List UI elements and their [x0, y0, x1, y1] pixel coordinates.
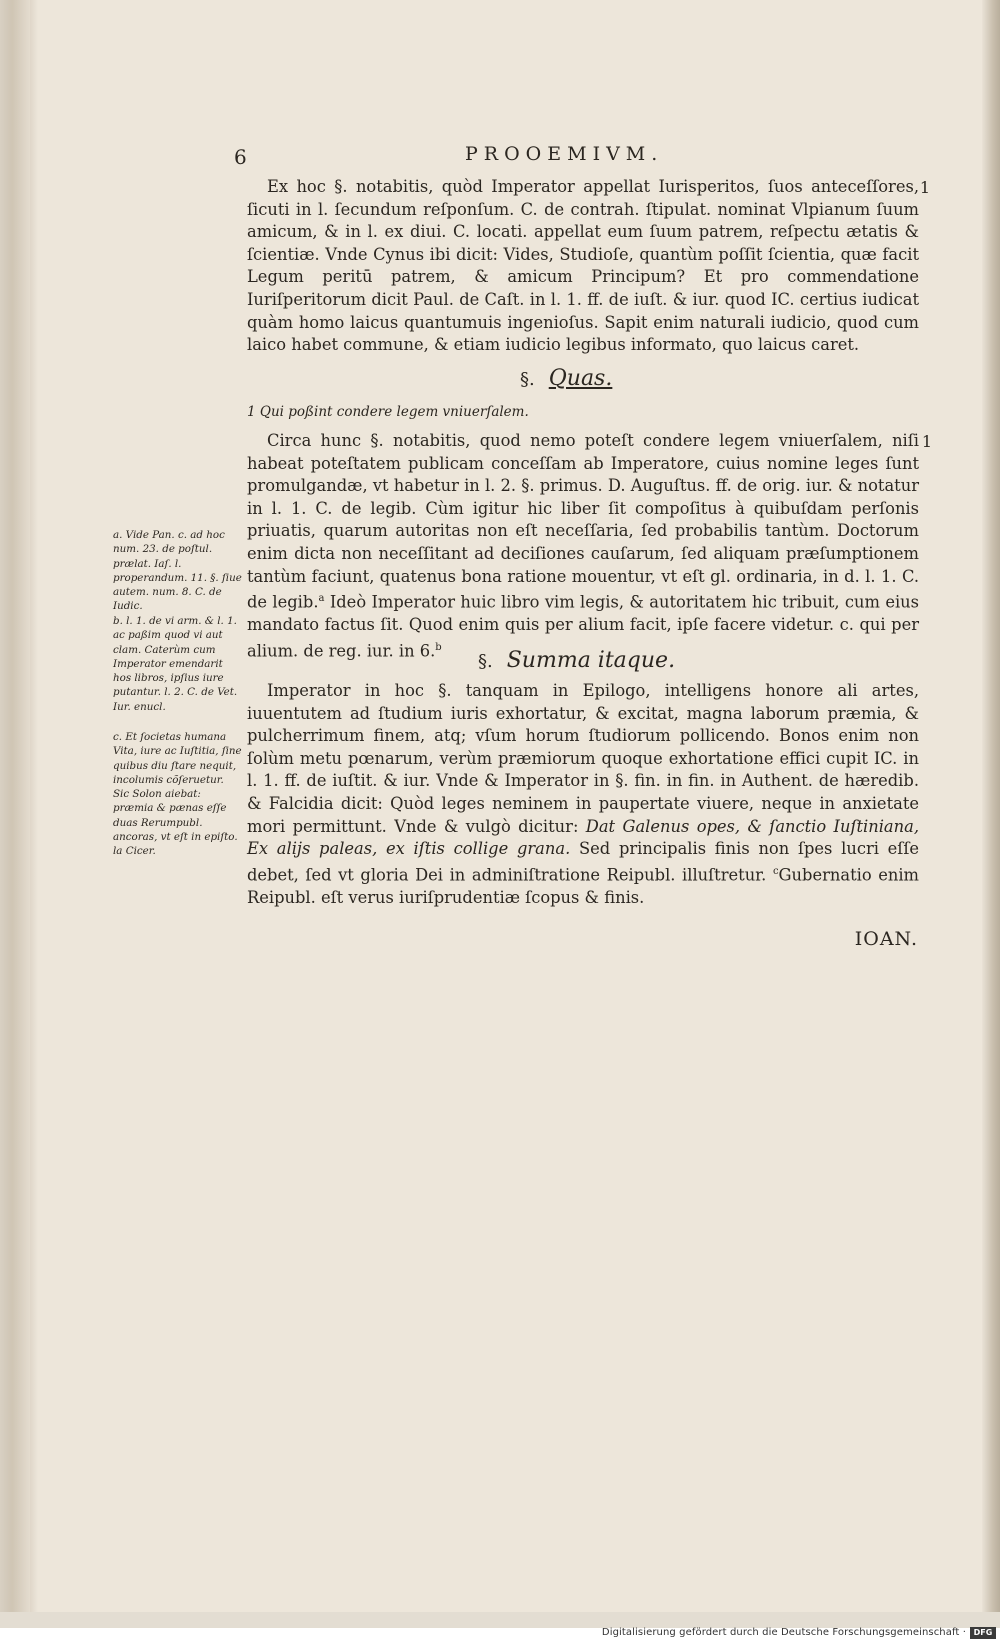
heading-text: Summa itaque.: [506, 648, 676, 673]
verse-quote: Dat Galenus opes, & ſanctio Iuſtiniana, Ex alijs paleas, ex iſtis collige grana.: [247, 816, 919, 859]
margin-number-1: 1: [919, 178, 930, 197]
section-sign: §.: [478, 651, 493, 672]
section-heading-summa: [478, 648, 675, 673]
gutter-shadow: [30, 0, 38, 1612]
paragraph-3-text: [247, 680, 919, 909]
paragraph-2: [247, 430, 919, 663]
paragraph-2-rest: Ideò Imperator huic libro vim legis, & autoritatem hic tribuit, cum eius mandato factus ſit. Quod enim quis per alium facit, ipſe facere videtur. c. qui per alium. de reg. iur. in 6.: [247, 592, 919, 661]
section-heading-quas: [520, 366, 612, 391]
side-note-a: a. Vide Pan. c. ad hoc num. 23. de poſtul. prælat. Iaſ. l. properandum. 11. §. ſiue autem. num. 8. C. de Iudic.: [113, 529, 242, 613]
paragraph-1: [247, 176, 919, 357]
margin-number-2: 1: [921, 432, 932, 451]
footnote-ref-c: c: [772, 865, 779, 877]
page-number: 6: [234, 145, 247, 169]
dfg-logo: DFG: [970, 1627, 996, 1639]
section-sign: §.: [520, 369, 535, 390]
footnote-ref-a: a: [318, 593, 325, 605]
heading-text: Quas.: [548, 366, 613, 391]
digitization-credit: Digitalisierung gefördert durch die Deutsche Forschungsgemeinschaft ·: [601, 1627, 966, 1638]
paragraph-3: [247, 680, 919, 909]
side-note-c: c. Et ſocietas humana Vita, iure ac Iuſtitia, ſine quibus diu ſtare nequit, incolumis cõſeruetur. Sic Solon aiebat: præmia & pænas eſſe duas Rerumpubl. ancoras, vt eſt in epiſto. la Cicer.: [113, 731, 242, 858]
right-page-edge: [982, 0, 1000, 1635]
left-page-edge: [0, 0, 30, 1635]
paragraph-2-text: [247, 430, 919, 663]
footnote-ref-b: b: [435, 641, 442, 653]
paragraph-2-main: Circa hunc §. notabitis, quod nemo poteſt condere legem vniuerſalem, niſi habeat poteſtatem publicam conceſſam ab Imperatore, cuius nomine leges ſunt promulgandæ, vt habetur in l. 2. §. primus. D. Auguſtus. ff. de orig. iur. & notatur in l. 1. C. de legib. Cùm igitur hic liber ſit compoſitus à quibuſdam perſonis priuatis, quarum autoritas non eſt neceſſaria, ſed probabilis tantùm. Doctorum enim dicta non neceſſitant ad deciſiones cauſarum, ſed aliquam præſumptionem tantùm faciunt, quatenus bona ratione mouentur, vt eſt gl. ordinaria, in d. l. 1. C. de legib.: [247, 431, 919, 612]
side-note-b: b. l. 1. de vi arm. & l. 1. ac paßim quod vi aut clam. Caterùm cum Imperator emendarit hos libros, ipſius iure putantur. l. 2. C. de Vet. Iur. enucl.: [113, 615, 238, 713]
paragraph-3-end: Sed principalis finis non ſpes lucri eſſe debet, ſed vt gloria Dei in adminiſtratione Reipubl. illuſtretur.: [247, 839, 919, 885]
paragraph-3-final: Gubernatio enim Reipubl. eſt verus iuriſprudentiæ ſcopus & finis.: [247, 865, 919, 907]
paragraph-3-main: Imperator in hoc §. tanquam in Epilogo, intelligens honore ali artes, iuuentutem ad ſtudium iuris exhortatur, & excitat, magna laborum præmia, & pulcherrimum finem, atq; vſum horum ſtudiorum pollicendo. Bonos enim non ſolùm metu pœnarum, verùm præmiorum quoque exhortatione effici cupit IC. in l. 1. ff. de iuſtit. & iur. Vnde & Imperator in §. fin. in fin. in Authent. de hæredib. & Falcidia dicit: Quòd leges neminem in paupertate viuere, neque in anxietate mori permittunt. Vnde & vulgò dicitur:: [247, 681, 919, 836]
running-head: PROOEMIVM.: [465, 143, 664, 165]
paragraph-1-text: Ex hoc §. notabitis, quòd Imperator appellat Iurisperitos, ſuos anteceſſores, ſicuti in l. ſecundum reſponſum. C. de contrah. ſtipulat. nominat Vlpianum ſuum amicum, & in l. ex diui. C. locati. appellat eum ſuum patrem, reſpectu ætatis & ſcientiæ. Vnde Cynus ibi dicit: Vides, Studioſe, quantùm poſſit ſcientia, quæ facit Legum peritū patrem, & amicum Principum? Et pro commendatione Iuriſperitorum dicit Paul. de Caſt. in l. 1. ff. de iuſt. & iur. quod IC. certius iudicat quàm homo laicus quantumuis ingenioſus. Sapit enim naturali iudicio, quod cum laico habet commune, & etiam iudicio legibus informato, quo laicus caret.: [247, 177, 919, 355]
rubric: 1 Qui poßint condere legem vniuerſalem.: [247, 404, 529, 420]
catchword: IOAN.: [854, 928, 918, 950]
